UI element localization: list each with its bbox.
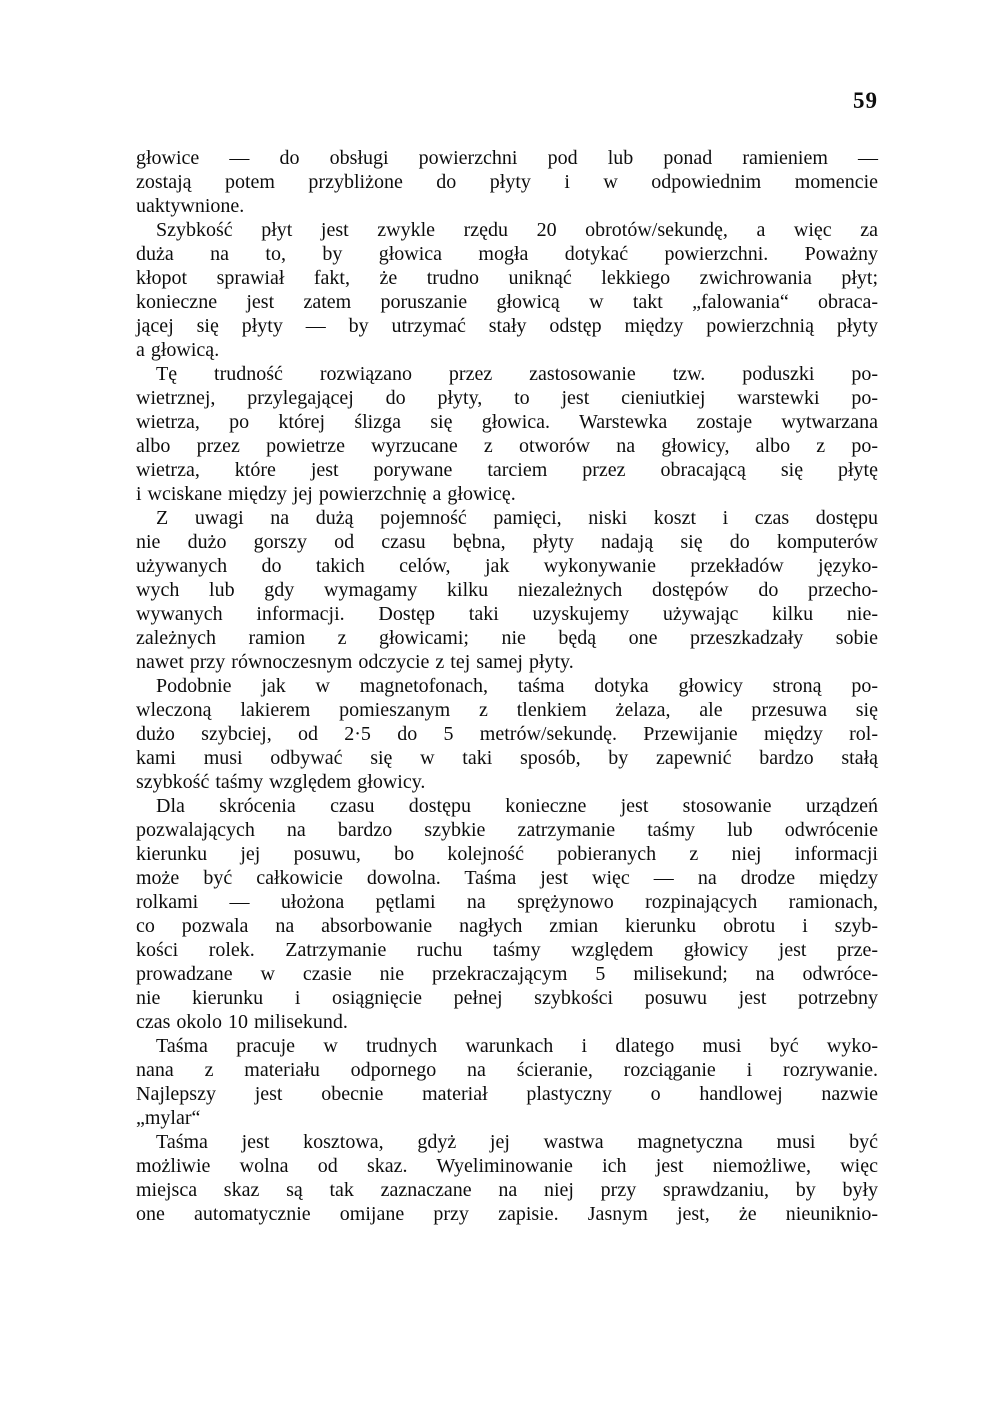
- text-line: i wciskane między jej powierzchnię a głowicę.: [136, 483, 516, 505]
- text-line: wych lub gdy wymagamy kilku niezależnych dostępów do przecho-: [136, 579, 878, 601]
- text-line: wietrza, po której ślizga się głowica. Warstewka zostaje wytwarzana: [136, 411, 878, 433]
- text-line: duża na to, by głowica mogła dotykać powierzchni. Poważny: [136, 243, 878, 265]
- text-line: wietrznej, przylegającej do płyty, to jest cieniutkiej warstewki po-: [136, 387, 878, 409]
- text-line: nie kierunku i osiągnięcie pełnej szybkości posuwu jest potrzebny: [136, 987, 878, 1009]
- text-line: one automatycznie omijane przy zapisie. Jasnym jest, że nieuniknio-: [136, 1203, 878, 1225]
- text-line: konieczne jest zatem poruszanie głowicą w takt „falowania“ obraca-: [136, 291, 878, 313]
- text-line: a głowicą.: [136, 339, 220, 361]
- paragraph: [136, 362, 878, 506]
- text-line: Taśma jest kosztowa, gdyż jej wastwa magnetyczna musi być: [156, 1131, 878, 1153]
- paragraph: [136, 506, 878, 674]
- text-line: wleczoną lakierem pomieszanym z tlenkiem żelaza, ale przesuwa się: [136, 699, 878, 721]
- text-line: wietrza, które jest porywane tarciem przez obracającą się płytę: [136, 459, 878, 481]
- paragraph: [136, 1130, 878, 1226]
- text-line: kierunku jej posuwu, bo kolejność pobieranych z niej informacji: [136, 843, 878, 865]
- text-line: Dla skrócenia czasu dostępu konieczne jest stosowanie urządzeń: [156, 795, 878, 817]
- text-line: głowice — do obsługi powierzchni pod lub ponad ramieniem —: [136, 147, 878, 169]
- text-line: „mylar“: [136, 1107, 201, 1129]
- text-line: Najlepszy jest obecnie materiał plastyczny o handlowej nazwie: [136, 1083, 878, 1105]
- text-line: kłopot sprawiał fakt, że trudno uniknąć lekkiego zwichrowania płyt;: [136, 267, 878, 289]
- text-line: szybkość taśmy względem głowicy.: [136, 771, 426, 793]
- paragraph: [136, 674, 878, 794]
- text-line: nie dużo gorszy od czasu bębna, płyty nadają się do komputerów: [136, 531, 878, 553]
- body-text: [136, 146, 878, 1226]
- paragraph: [136, 794, 878, 1034]
- paragraph: [136, 146, 878, 218]
- text-line: zależnych ramion z głowicami; nie będą one przeszkadzały sobie: [136, 627, 878, 649]
- text-line: pozwalających na bardzo szybkie zatrzymanie taśmy lub odwrócenie: [136, 819, 878, 841]
- text-line: Tę trudność rozwiązano przez zastosowanie tzw. poduszki po-: [156, 363, 878, 385]
- text-line: nawet przy równoczesnym odczycie z tej samej płyty.: [136, 651, 574, 673]
- text-line: nana z materiału odpornego na ścieranie, rozciąganie i rozrywanie.: [136, 1059, 878, 1081]
- text-line: albo przez powietrze wyrzucane z otworów na głowicy, albo z po-: [136, 435, 878, 457]
- text-line: miejsca skaz są tak zaznaczane na niej przy sprawdzaniu, by były: [136, 1179, 878, 1201]
- text-line: kami musi odbywać się w taki sposób, by zapewnić bardzo stałą: [136, 747, 878, 769]
- text-line: możliwie wolna od skaz. Wyeliminowanie ich jest niemożliwe, więc: [136, 1155, 878, 1177]
- text-line: uaktywnione.: [136, 195, 245, 217]
- text-line: zostają potem przybliżone do płyty i w odpowiednim momencie: [136, 171, 878, 193]
- text-line: Taśma pracuje w trudnych warunkach i dlatego musi być wyko-: [156, 1035, 878, 1057]
- text-line: prowadzane w czasie nie przekraczającym 5 milisekund; na odwróce-: [136, 963, 878, 985]
- page-number: 59: [853, 88, 878, 113]
- text-line: Podobnie jak w magnetofonach, taśma dotyka głowicy stroną po-: [156, 675, 878, 697]
- text-line: czas okolo 10 milisekund.: [136, 1011, 348, 1033]
- text-line: Z uwagi na dużą pojemność pamięci, niski koszt i czas dostępu: [156, 507, 878, 529]
- paragraph: [136, 218, 878, 362]
- text-line: może być całkowicie dowolna. Taśma jest więc — na drodze między: [136, 867, 878, 889]
- text-line: Szybkość płyt jest zwykle rzędu 20 obrotów/sekundę, a więc za: [156, 219, 878, 241]
- text-line: rolkami — ułożona pętlami na sprężynowo rozpinających ramionach,: [136, 891, 878, 913]
- text-line: wywanych informacji. Dostęp taki uzyskujemy używając kilku nie-: [136, 603, 878, 625]
- text-line: dużo szybciej, od 2·5 do 5 metrów/sekundę. Przewijanie między rol-: [136, 723, 878, 745]
- paragraph: [136, 1034, 878, 1130]
- text-line: jącej się płyty — by utrzymać stały odstęp między powierzchnią płyty: [136, 315, 878, 337]
- text-line: co pozwala na absorbowanie nagłych zmian kierunku obrotu i szyb-: [136, 915, 878, 937]
- text-line: używanych do takich celów, jak wykonywanie przekładów języko-: [136, 555, 878, 577]
- text-line: kości rolek. Zatrzymanie ruchu taśmy względem głowicy jest prze-: [136, 939, 878, 961]
